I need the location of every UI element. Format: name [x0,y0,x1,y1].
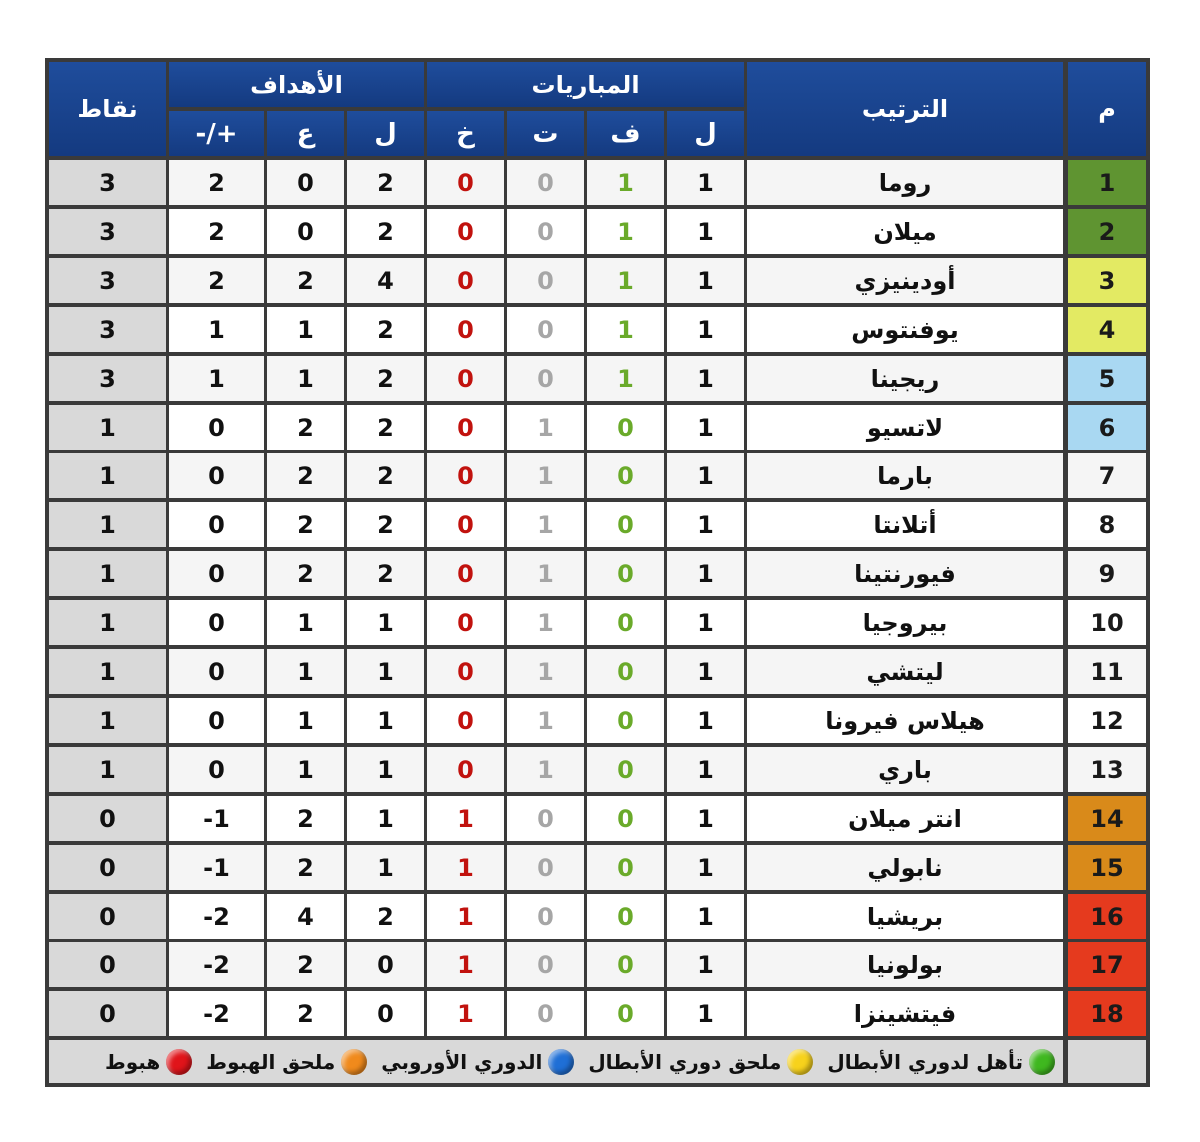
rank-cell: 2 [1068,209,1146,254]
won-cell: 1 [587,307,664,352]
rank-cell: 9 [1068,551,1146,596]
played-cell: 1 [667,453,744,498]
legend-label: تأهل لدوري الأبطال [827,1049,1023,1074]
rank-cell: 6 [1068,405,1146,450]
points-cell: 1 [49,649,166,694]
header-points: نقاط [49,62,166,156]
won-cell: 0 [587,991,664,1036]
points-cell: 0 [49,942,166,987]
rank-cell: 4 [1068,307,1146,352]
played-cell: 1 [667,600,744,645]
points-cell: 0 [49,845,166,890]
lost-cell: 1 [427,796,504,841]
team-name: فيتشينزا [747,991,1063,1036]
drawn-cell: 1 [507,405,584,450]
drawn-cell: 0 [507,796,584,841]
team-name: نابولي [747,845,1063,890]
lost-cell: 1 [427,845,504,890]
goals-for-cell: 0 [347,991,424,1036]
legend-item [381,1049,574,1075]
team-name: فيورنتينا [747,551,1063,596]
goal-diff-cell: 2 [169,160,264,205]
goals-for-cell: 2 [347,551,424,596]
team-name: بريشيا [747,894,1063,939]
played-cell: 1 [667,307,744,352]
drawn-cell: 1 [507,453,584,498]
played-cell: 1 [667,796,744,841]
team-name: ريجينا [747,356,1063,401]
header-goals-for: ل [347,111,424,156]
goals-for-cell: 4 [347,258,424,303]
goals-for-cell: 1 [347,600,424,645]
won-cell: 1 [587,258,664,303]
legend [55,1040,1055,1083]
yellow-circle-icon [787,1049,813,1075]
team-name: أودينيزي [747,258,1063,303]
goals-against-cell: 1 [267,649,344,694]
goal-diff-cell: -2 [169,894,264,939]
goals-against-cell: 1 [267,356,344,401]
points-cell: 1 [49,502,166,547]
points-cell: 3 [49,209,166,254]
drawn-cell: 0 [507,942,584,987]
played-cell: 1 [667,356,744,401]
drawn-cell: 1 [507,649,584,694]
goals-for-cell: 1 [347,649,424,694]
points-cell: 1 [49,405,166,450]
rank-cell: 18 [1068,991,1146,1036]
goals-against-cell: 2 [267,796,344,841]
red-circle-icon [166,1049,192,1075]
goals-against-cell: 2 [267,258,344,303]
played-cell: 1 [667,649,744,694]
played-cell: 1 [667,209,744,254]
header-matches: المباريات [427,62,744,107]
points-cell: 0 [49,796,166,841]
won-cell: 0 [587,649,664,694]
rank-cell: 14 [1068,796,1146,841]
won-cell: 1 [587,209,664,254]
goals-against-cell: 2 [267,502,344,547]
goals-against-cell: 2 [267,551,344,596]
played-cell: 1 [667,942,744,987]
header-lost: خ [427,111,504,156]
goal-diff-cell: 1 [169,307,264,352]
team-name: بارما [747,453,1063,498]
header-rank: م [1068,62,1146,156]
lost-cell: 1 [427,991,504,1036]
rank-cell: 1 [1068,160,1146,205]
goal-diff-cell: 2 [169,209,264,254]
lost-cell: 1 [427,942,504,987]
goals-against-cell: 2 [267,942,344,987]
won-cell: 0 [587,600,664,645]
drawn-cell: 1 [507,747,584,792]
points-cell: 3 [49,258,166,303]
goals-against-cell: 1 [267,747,344,792]
team-name: روما [747,160,1063,205]
goal-diff-cell: 0 [169,405,264,450]
lost-cell: 0 [427,600,504,645]
drawn-cell: 0 [507,991,584,1036]
team-name: ميلان [747,209,1063,254]
drawn-cell: 0 [507,307,584,352]
goal-diff-cell: -2 [169,942,264,987]
goal-diff-cell: 2 [169,258,264,303]
goals-against-cell: 1 [267,600,344,645]
team-name: بيروجيا [747,600,1063,645]
won-cell: 0 [587,894,664,939]
lost-cell: 0 [427,405,504,450]
header-goals-against: ع [267,111,344,156]
lost-cell: 0 [427,160,504,205]
goal-diff-cell: -2 [169,991,264,1036]
goals-for-cell: 2 [347,356,424,401]
played-cell: 1 [667,845,744,890]
team-name: انتر ميلان [747,796,1063,841]
points-cell: 0 [49,894,166,939]
legend-label: الدوري الأوروبي [381,1049,543,1074]
won-cell: 0 [587,796,664,841]
lost-cell: 0 [427,209,504,254]
rank-cell: 13 [1068,747,1146,792]
legend-item [588,1049,813,1075]
header-played: ل [667,111,744,156]
legend-rank-cell [1068,1040,1146,1083]
goals-for-cell: 2 [347,894,424,939]
played-cell: 1 [667,258,744,303]
points-cell: 1 [49,747,166,792]
goals-against-cell: 0 [267,209,344,254]
rank-cell: 11 [1068,649,1146,694]
goals-against-cell: 2 [267,453,344,498]
goals-for-cell: 2 [347,453,424,498]
goal-diff-cell: 0 [169,649,264,694]
goal-diff-cell: -1 [169,796,264,841]
drawn-cell: 0 [507,356,584,401]
header-goal-diff: -/+ [169,111,264,156]
played-cell: 1 [667,405,744,450]
team-name: لاتسيو [747,405,1063,450]
rank-cell: 16 [1068,894,1146,939]
goal-diff-cell: 0 [169,600,264,645]
points-cell: 1 [49,551,166,596]
won-cell: 0 [587,747,664,792]
won-cell: 0 [587,405,664,450]
won-cell: 0 [587,845,664,890]
drawn-cell: 0 [507,845,584,890]
played-cell: 1 [667,502,744,547]
goal-diff-cell: -1 [169,845,264,890]
header-standings: الترتيب [747,62,1063,156]
drawn-cell: 1 [507,551,584,596]
drawn-cell: 0 [507,209,584,254]
lost-cell: 0 [427,698,504,743]
rank-cell: 12 [1068,698,1146,743]
points-cell: 1 [49,453,166,498]
goals-for-cell: 2 [347,405,424,450]
points-cell: 1 [49,698,166,743]
header-drawn: ت [507,111,584,156]
header-won: ف [587,111,664,156]
rank-cell: 15 [1068,845,1146,890]
points-cell: 1 [49,600,166,645]
lost-cell: 0 [427,258,504,303]
played-cell: 1 [667,551,744,596]
legend-label: ملحق دوري الأبطال [588,1049,782,1074]
rank-cell: 7 [1068,453,1146,498]
orange-circle-icon [341,1049,367,1075]
points-cell: 3 [49,160,166,205]
standings-table [45,58,1150,1087]
lost-cell: 0 [427,649,504,694]
points-cell: 0 [49,991,166,1036]
goals-against-cell: 4 [267,894,344,939]
goals-for-cell: 1 [347,698,424,743]
lost-cell: 0 [427,356,504,401]
drawn-cell: 0 [507,258,584,303]
blue-circle-icon [548,1049,574,1075]
team-name: بولونيا [747,942,1063,987]
played-cell: 1 [667,894,744,939]
rank-cell: 10 [1068,600,1146,645]
legend-item [206,1049,367,1075]
goals-against-cell: 1 [267,698,344,743]
goals-against-cell: 1 [267,307,344,352]
won-cell: 0 [587,942,664,987]
drawn-cell: 1 [507,502,584,547]
goals-against-cell: 0 [267,160,344,205]
goal-diff-cell: 0 [169,502,264,547]
won-cell: 1 [587,160,664,205]
goals-for-cell: 2 [347,209,424,254]
rank-cell: 8 [1068,502,1146,547]
legend-item [105,1049,192,1075]
goals-against-cell: 2 [267,845,344,890]
goal-diff-cell: 0 [169,747,264,792]
team-name: يوفنتوس [747,307,1063,352]
lost-cell: 0 [427,502,504,547]
played-cell: 1 [667,698,744,743]
green-circle-icon [1029,1049,1055,1075]
goals-for-cell: 1 [347,796,424,841]
team-name: باري [747,747,1063,792]
drawn-cell: 0 [507,894,584,939]
legend-item [827,1049,1055,1075]
drawn-cell: 0 [507,160,584,205]
played-cell: 1 [667,160,744,205]
goals-for-cell: 1 [347,747,424,792]
lost-cell: 0 [427,551,504,596]
legend-label: هبوط [104,1049,161,1074]
played-cell: 1 [667,991,744,1036]
goals-for-cell: 2 [347,307,424,352]
goal-diff-cell: 0 [169,698,264,743]
lost-cell: 0 [427,453,504,498]
lost-cell: 1 [427,894,504,939]
drawn-cell: 1 [507,600,584,645]
won-cell: 0 [587,453,664,498]
goals-for-cell: 1 [347,845,424,890]
team-name: ليتشي [747,649,1063,694]
rank-cell: 3 [1068,258,1146,303]
lost-cell: 0 [427,747,504,792]
played-cell: 1 [667,747,744,792]
legend-label: ملحق الهبوط [206,1049,336,1074]
header-goals: الأهداف [169,62,424,107]
lost-cell: 0 [427,307,504,352]
rank-cell: 17 [1068,942,1146,987]
goals-for-cell: 2 [347,502,424,547]
won-cell: 0 [587,502,664,547]
team-name: هيلاس فيرونا [747,698,1063,743]
goals-for-cell: 2 [347,160,424,205]
points-cell: 3 [49,356,166,401]
goals-against-cell: 2 [267,991,344,1036]
goal-diff-cell: 1 [169,356,264,401]
goals-for-cell: 0 [347,942,424,987]
won-cell: 1 [587,356,664,401]
won-cell: 0 [587,551,664,596]
points-cell: 3 [49,307,166,352]
rank-cell: 5 [1068,356,1146,401]
goal-diff-cell: 0 [169,453,264,498]
drawn-cell: 1 [507,698,584,743]
won-cell: 0 [587,698,664,743]
team-name: أتلانتا [747,502,1063,547]
goal-diff-cell: 0 [169,551,264,596]
goals-against-cell: 2 [267,405,344,450]
